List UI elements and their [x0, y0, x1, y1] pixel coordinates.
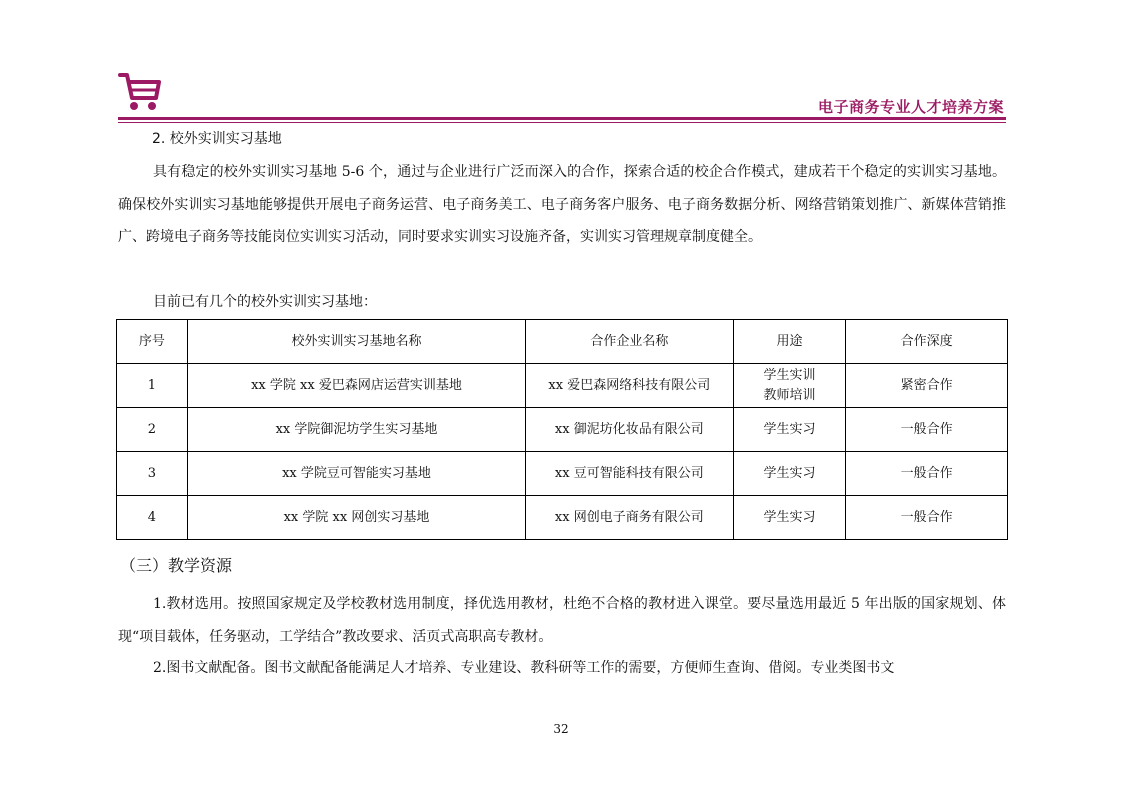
table-header-row — [117, 320, 1008, 364]
paragraph-textbook-selection: 1.教材选用。按照国家规定及学校教材选用制度，择优选用教材，杜绝不合格的教材进入课堂。要尽量选用最近 5 年出版的国家规划、体现“项目载体，任务驱动，工学结合”教改要求、活页式高职高专教材。 — [118, 596, 1006, 645]
page-number: 32 — [553, 722, 569, 736]
header-cell-company: 合作企业名称 — [526, 320, 734, 364]
cell-use — [733, 496, 846, 540]
use-line: 教师培训 — [763, 387, 816, 403]
use-line: 学生实习 — [763, 421, 816, 437]
cell-use — [733, 364, 846, 408]
use-line: 学生实训 — [763, 367, 816, 383]
cell-company: xx 爱巴森网络科技有限公司 — [526, 364, 734, 408]
cell-index: 1 — [117, 364, 188, 408]
cell-depth: 紧密合作 — [846, 364, 1008, 408]
cell-base-name: xx 学院 xx 爱巴森网店运营实训基地 — [187, 364, 525, 408]
page-header — [118, 70, 1006, 126]
section-heading-offcampus-bases: 2. 校外实训实习基地 — [152, 131, 282, 147]
cell-index: 2 — [117, 408, 188, 452]
cell-use — [733, 408, 846, 452]
cell-company: xx 御泥坊化妆品有限公司 — [526, 408, 734, 452]
header-cell-base-name: 校外实训实习基地名称 — [187, 320, 525, 364]
use-line: 学生实习 — [763, 509, 816, 525]
paragraph-existing-bases: 目前已有几个的校外实训实习基地： — [153, 294, 377, 310]
table-row — [117, 408, 1008, 452]
table-row — [117, 496, 1008, 540]
cell-base-name: xx 学院御泥坊学生实习基地 — [187, 408, 525, 452]
cell-company: xx 网创电子商务有限公司 — [526, 496, 734, 540]
cell-depth: 一般合作 — [846, 496, 1008, 540]
cell-index: 4 — [117, 496, 188, 540]
paragraph-library-resources: 2.图书文献配备。图书文献配备能满足人才培养、专业建设、教科研等工作的需要，方便师生查询、借阅。专业类图书文 — [153, 660, 895, 676]
cell-base-name: xx 学院豆可智能实习基地 — [187, 452, 525, 496]
cell-depth: 一般合作 — [846, 452, 1008, 496]
cell-depth: 一般合作 — [846, 408, 1008, 452]
training-bases-table — [116, 319, 1008, 540]
header-rule-thin — [118, 122, 1006, 123]
header-cell-index: 序号 — [117, 320, 188, 364]
paragraph-offcampus-bases: 具有稳定的校外实训实习基地 5-6 个，通过与企业进行广泛而深入的合作，探索合适的校企合作模式，建成若干个稳定的实训实习基地。确保校外实训实习基地能够提供开展电子商务运营、电子商务美工、电子商务客户服务、电子商务数据分析、网络营销策划推广、新媒体营销推广、跨境电子商务等技能岗位实训实习活动，同时要求实训实习设施齐备，实训实习管理规章制度健全。 — [118, 164, 1006, 245]
header-rule-thick — [118, 117, 1006, 120]
cell-use — [733, 452, 846, 496]
table-row — [117, 452, 1008, 496]
header-cell-use: 用途 — [733, 320, 846, 364]
shopping-cart-icon — [118, 70, 162, 114]
cell-company: xx 豆可智能科技有限公司 — [526, 452, 734, 496]
use-line: 学生实习 — [763, 465, 816, 481]
cell-index: 3 — [117, 452, 188, 496]
table-row — [117, 364, 1008, 408]
header-title: 电子商务专业人才培养方案 — [817, 98, 1004, 116]
section-heading-teaching-resources: （三）教学资源 — [120, 556, 233, 575]
header-cell-depth: 合作深度 — [846, 320, 1008, 364]
cell-base-name: xx 学院 xx 网创实习基地 — [187, 496, 525, 540]
